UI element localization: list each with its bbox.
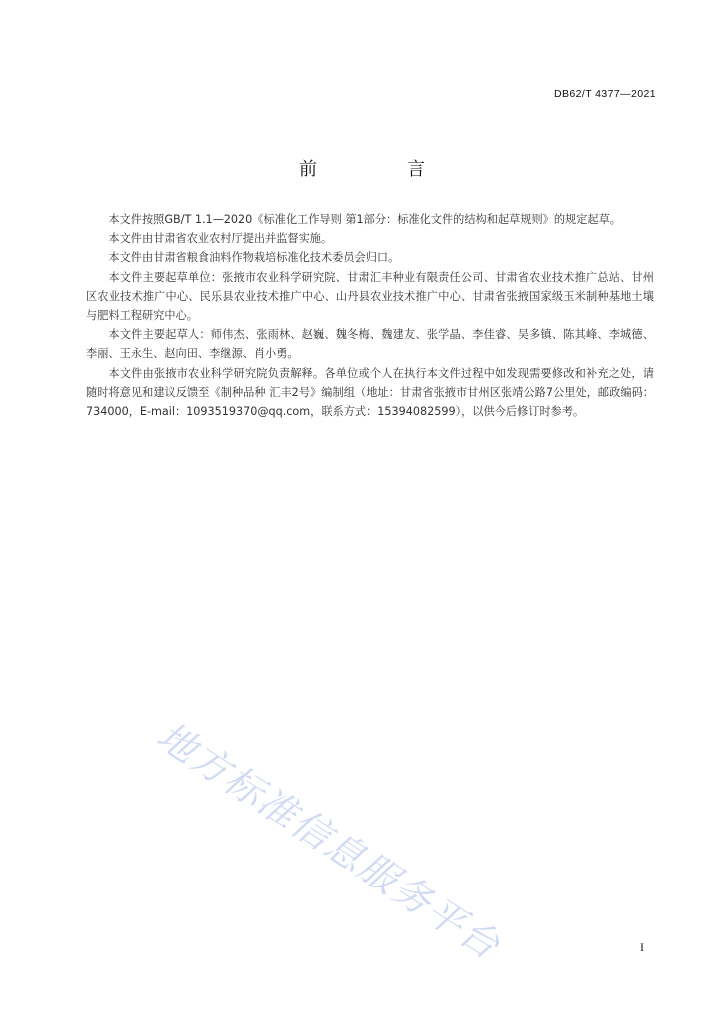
paragraph-drafting-units: 本文件主要起草单位：张掖市农业科学研究院、甘肃汇丰种业有限责任公司、甘肃省农业技术推广总站、甘州区农业技术推广中心、民乐县农业技术推广中心、山丹县农业技术推广中心、甘肃省张掖国家级玉米制种基地土壤与肥料工程研究中心。: [86, 270, 654, 323]
paragraph-drafters: 本文件主要起草人：师伟杰、张雨林、赵巍、魏冬梅、魏建友、张学晶、李佳睿、吴多镇、陈其峰、李城德、李丽、王永生、赵向田、李继源、肖小勇。: [86, 328, 654, 361]
paragraph-proposer: 本文件由甘肃省农业农村厅提出并监督实施。: [108, 232, 333, 246]
paragraph-feedback: 本文件由张掖市农业科学研究院负责解释。各单位或个人在执行本文件过程中如发现需要修改和补充之处，请随时将意见和建议反馈至《制种品种 汇丰2号》编制组（地址：甘肃省张掖市甘州区张靖公路7公里处，邮政编码：734000，E-mail：1093519370@qq.com，联系方式：15394082599），以供今后修订时参考。: [86, 366, 654, 419]
foreword-body: [86, 210, 654, 421]
watermark: 地方标准信息服务平台: [149, 713, 509, 969]
paragraph-centralized-unit: 本文件由甘肃省粮食油料作物栽培标准化技术委员会归口。: [108, 251, 400, 265]
standard-number: DB62/T 4377—2021: [554, 88, 656, 100]
page-number: I: [640, 940, 644, 954]
paragraph-drafting-rules: 本文件按照GB/T 1.1—2020《标准化工作导则 第1部分：标准化文件的结构和起草规则》的规定起草。: [108, 213, 621, 226]
page-title: 前 言: [299, 159, 461, 180]
